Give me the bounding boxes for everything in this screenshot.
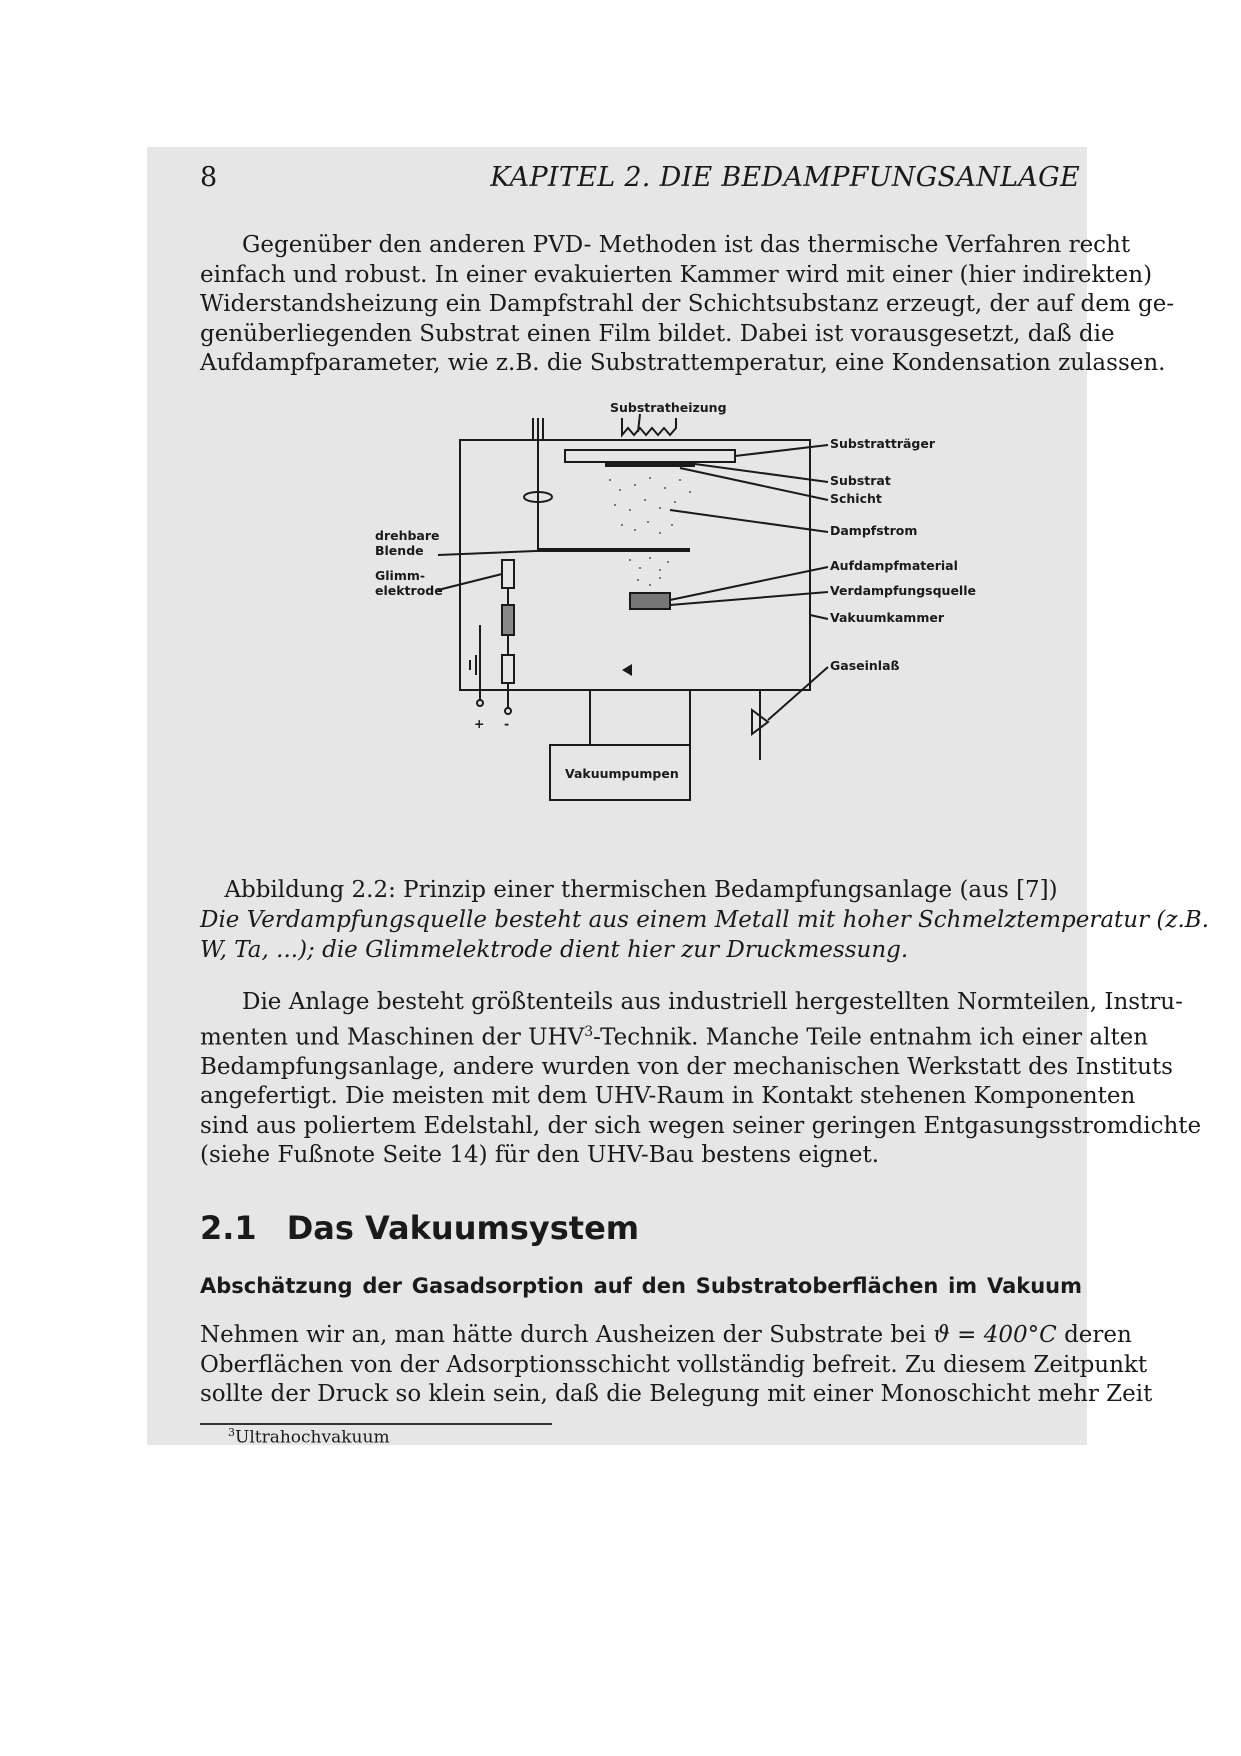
label-schicht: Schicht — [830, 491, 882, 506]
text-line: Aufdampfparameter, wie z.B. die Substrattemperatur, eine Kondensation zulassen. — [200, 350, 1166, 376]
footnote-marker: 3 — [584, 1023, 594, 1040]
label-glimm: Glimm- — [375, 568, 426, 583]
label-substratheizung: Substratheizung — [610, 400, 727, 415]
footnote-marker: 3 — [228, 1426, 235, 1439]
glow-electrode — [502, 560, 514, 588]
footnote-text: Ultrahochvakuum — [235, 1427, 390, 1448]
label-gaseinlass: Gaseinlaß — [830, 658, 900, 673]
label-drehbare: drehbare — [375, 528, 440, 543]
subsection-heading: Abschätzung der Gasadsorption auf den Substratoberflächen im Vakuum — [200, 1274, 1082, 1298]
text-fragment: deren — [1056, 1322, 1132, 1348]
text-line: (siehe Fußnote Seite 14) für den UHV-Bau bestens eignet. — [200, 1142, 880, 1169]
terminal-plus: + — [474, 716, 485, 731]
text-fragment: -Technik. Manche Teile entnahm ich einer alten — [593, 1024, 1149, 1051]
text-line: genüberliegenden Substrat einen Film bildet. Dabei ist vorausgesetzt, daß die — [200, 320, 1115, 347]
resistor — [502, 655, 514, 683]
text-line: sind aus poliertem Edelstahl, der sich wegen seiner geringen Entgasungsstromdichte — [200, 1112, 1202, 1139]
caption-text: Die Verdampfungsquelle besteht aus einem Metall mit hoher Schmelztemperatur (z.B. — [200, 907, 1210, 933]
section-number: 2.1 — [200, 1209, 257, 1247]
text-line: einfach und robust. In einer evakuierten Kammer wird mit einer (hier indirekten) — [200, 261, 1153, 288]
label-dampfstrom: Dampfstrom — [830, 523, 918, 538]
caption-title: Abbildung 2.2: Prinzip einer thermischen Bedampfungsanlage (aus [7]) — [224, 877, 1058, 903]
text-line: Die Anlage besteht größtenteils aus industriell hergestellten Normteilen, Instru- — [242, 989, 1183, 1015]
text-line — [200, 1321, 1132, 1351]
text-line: Gegenüber den anderen PVD- Methoden ist das thermische Verfahren recht — [242, 232, 1131, 258]
electrode-feedthrough — [502, 605, 514, 635]
running-head: KAPITEL 2. DIE BEDAMPFUNGSANLAGE — [490, 162, 1080, 193]
label-vakuumkammer: Vakuumkammer — [830, 610, 945, 625]
section-heading — [200, 1209, 639, 1247]
footnote — [228, 1426, 390, 1448]
figure-bedampfungsanlage — [360, 400, 1060, 820]
text-fragment: Nehmen wir an, man hätte durch Ausheizen der Substrate bei — [200, 1322, 934, 1348]
substrate-carrier — [565, 450, 735, 462]
terminal — [477, 700, 483, 706]
label-substrattraeger: Substratträger — [830, 436, 936, 451]
math-expression: ϑ = 400°C — [933, 1322, 1057, 1348]
text-fragment: menten und Maschinen der UHV — [200, 1024, 585, 1051]
footnote-rule — [200, 1423, 552, 1425]
page-number: 8 — [200, 162, 218, 193]
text-line: Widerstandsheizung ein Dampfstrahl der Schichtsubstanz erzeugt, der auf dem ge- — [200, 291, 1175, 317]
text-line: Bedampfungsanlage, andere wurden von der mechanischen Werkstatt des Instituts — [200, 1053, 1173, 1080]
label-elektrode: elektrode — [375, 583, 443, 598]
text-line: sollte der Druck so klein sein, daß die Belegung mit einer Monoschicht mehr Zeit — [200, 1381, 1153, 1407]
terminal-minus: - — [504, 716, 510, 731]
label-verdampfungsquelle: Verdampfungsquelle — [830, 583, 976, 598]
text-line — [200, 1018, 1149, 1053]
vacuum-chamber-outline — [460, 440, 810, 690]
text-line: angefertigt. Die meisten mit dem UHV-Raum in Kontakt stehenen Komponenten — [200, 1083, 1136, 1110]
apparatus-diagram — [360, 400, 1060, 820]
evaporation-source — [630, 593, 670, 609]
substrate-heater-coil — [622, 418, 676, 435]
terminal — [505, 708, 511, 714]
page-header — [200, 162, 1080, 198]
label-aufdampfmaterial: Aufdampfmaterial — [830, 558, 958, 573]
caption-text: W, Ta, ...); die Glimmelektrode dient hier zur Druckmessung. — [200, 937, 909, 963]
paragraph-gasadsorption — [200, 1321, 1153, 1410]
text-line: Oberflächen von der Adsorptionsschicht vollständig befreit. Zu diesem Zeitpunkt — [200, 1351, 1148, 1378]
valve-symbol — [622, 664, 632, 676]
paragraph-anlage — [200, 988, 1202, 1171]
substrate — [605, 462, 695, 467]
label-blende: Blende — [375, 543, 424, 558]
section-title: Das Vakuumsystem — [286, 1209, 640, 1247]
figure-caption — [200, 875, 1210, 965]
vapor-stream — [609, 477, 691, 586]
label-substrat: Substrat — [830, 473, 891, 488]
paragraph-intro — [200, 231, 1175, 379]
label-vakuumpumpen: Vakuumpumpen — [565, 766, 679, 781]
leader-lines — [438, 414, 828, 720]
